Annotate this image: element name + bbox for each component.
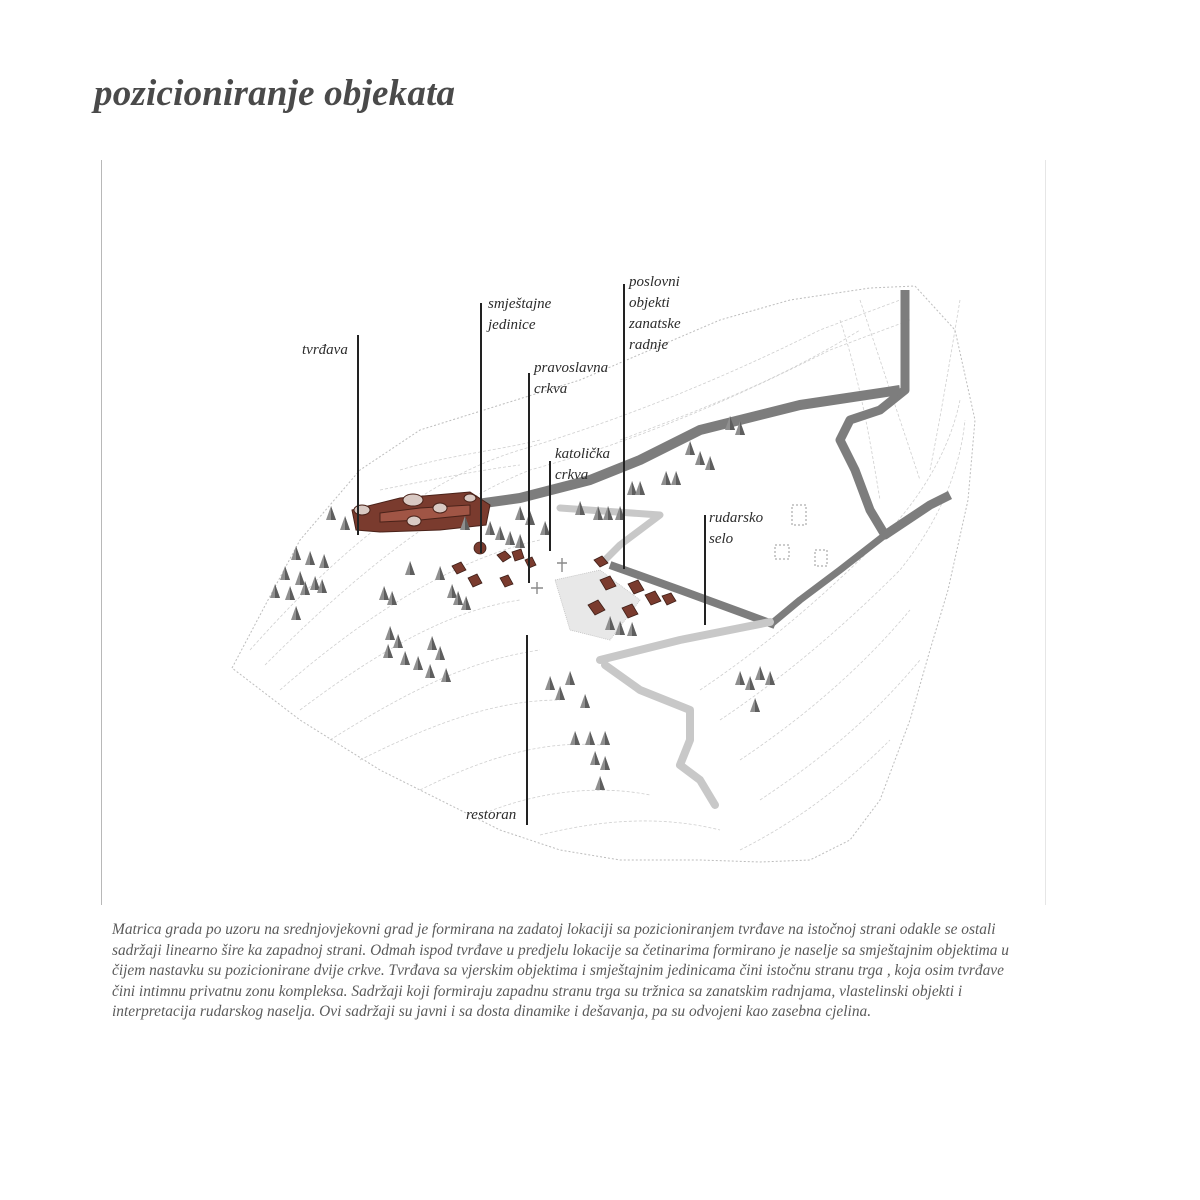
footpaths-light — [560, 508, 770, 805]
conifer-tree-shade — [585, 694, 590, 708]
conifer-tree-shade — [296, 606, 301, 620]
label-tvrdava: tvrđava — [302, 342, 348, 358]
conifer-tree-shade — [290, 586, 295, 600]
conifer-tree-shade — [570, 671, 575, 685]
conifer-tree-shade — [296, 546, 301, 560]
conifer-tree-shade — [300, 571, 305, 585]
conifer-tree-shade — [390, 626, 395, 640]
conifer-tree-shade — [388, 644, 393, 658]
conifer-tree-shade — [690, 441, 695, 455]
leader-tvrdava — [357, 335, 359, 535]
conifer-tree-shade — [310, 551, 315, 565]
conifer-tree-shade — [760, 666, 765, 680]
conifer-tree-shade — [676, 471, 681, 485]
conifer-tree-shade — [550, 676, 555, 690]
conifer-tree-shade — [410, 561, 415, 575]
label-pravoslavna-crkva: pravoslavna crkva — [534, 360, 609, 397]
page-title: pozicioniranje objekata — [94, 73, 456, 114]
conifer-tree-shade — [640, 481, 645, 495]
conifer-tree-shade — [666, 471, 671, 485]
conifer-tree-shade — [432, 636, 437, 650]
conifer-tree-shade — [440, 566, 445, 580]
conifer-tree-shade — [430, 664, 435, 678]
conifer-tree-shade — [600, 776, 605, 790]
conifer-tree-shade — [398, 634, 403, 648]
description-text: Matrica grada po uzoru na srednjovjekovni grad je formirana na zadatoj lokaciji sa pozicioniranjem tvrđave na istočnoj strani odakle se ostali sadržaji linearno šire ka zapadnoj strani. Odmah ispod tvrđave u predjelu lokacije sa četinarima formirano je naselje sa smještajnim objektima u čijem nastavku su pozicionirane dvije crkve. Tvrđava sa vjerskim objektima i smještajnim jedinicama čini istočnu stranu trga , koja osim tvrđave čini intimnu privatnu zonu kompleksa. Sadržaji koji formiraju zapadnu stranu trga su tržnica sa zanatskim radnjama, vlastelinski objekti i interpretacija rudarskog naselja. Ovi sadržaji su javni i sa dosta dinamike i dešavanja, pa su odvojeni kao zasebna cjelina. — [112, 921, 1009, 1020]
leader-katolicka-crkva — [549, 461, 551, 551]
conifer-tree-shade — [560, 686, 565, 700]
conifer-tree-shade — [520, 506, 525, 520]
conifer-tree-shade — [750, 676, 755, 690]
conifer-tree-shade — [632, 622, 637, 636]
conifer-tree-shade — [490, 521, 495, 535]
conifer-tree-shade — [458, 591, 463, 605]
conifer-tree-shade — [710, 456, 715, 470]
conifer-tree-shade — [605, 731, 610, 745]
conifer-tree-shade — [322, 579, 327, 593]
conifer-tree-shade — [590, 731, 595, 745]
label-restoran: restoran — [466, 807, 517, 823]
label-katolicka-crkva: katolička crkva — [555, 446, 610, 483]
leader-smjestajne-jedinice — [480, 303, 482, 553]
conifer-tree-shade — [392, 591, 397, 605]
conifer-tree-shade — [285, 566, 290, 580]
conifer-tree-shade — [740, 671, 745, 685]
conifer-tree-shade — [345, 516, 350, 530]
leader-restoran — [526, 635, 528, 825]
conifer-tree-shade — [595, 751, 600, 765]
conifer-tree-shade — [440, 646, 445, 660]
conifer-tree-shade — [510, 531, 515, 545]
conifer-tree-shade — [755, 698, 760, 712]
conifer-tree-shade — [466, 596, 471, 610]
conifer-tree-shade — [575, 731, 580, 745]
conifer-tree-shade — [700, 451, 705, 465]
label-rudarsko-selo: rudarsko selo — [709, 510, 764, 547]
conifer-tree-shade — [520, 534, 525, 548]
conifer-tree-shade — [530, 511, 535, 525]
leader-pravoslavna-crkva — [528, 373, 530, 583]
label-smjestajne-jedinice: smještajne jedinice — [488, 296, 552, 333]
mining-village-plots — [775, 505, 827, 566]
conifer-tree-shade — [418, 656, 423, 670]
fortress — [352, 492, 490, 532]
conifer-tree-shade — [331, 506, 336, 520]
conifer-tree-shade — [500, 526, 505, 540]
conifer-trees — [270, 416, 775, 790]
leader-poslovni-objekti — [623, 284, 625, 569]
leader-rudarsko-selo — [704, 515, 706, 625]
label-poslovni-objekti: poslovni objekti zanatske radnje — [629, 274, 681, 353]
conifer-tree-shade — [770, 671, 775, 685]
conifer-tree-shade — [605, 756, 610, 770]
conifer-tree-shade — [384, 586, 389, 600]
conifer-tree-shade — [405, 651, 410, 665]
conifer-tree-shade — [324, 554, 329, 568]
